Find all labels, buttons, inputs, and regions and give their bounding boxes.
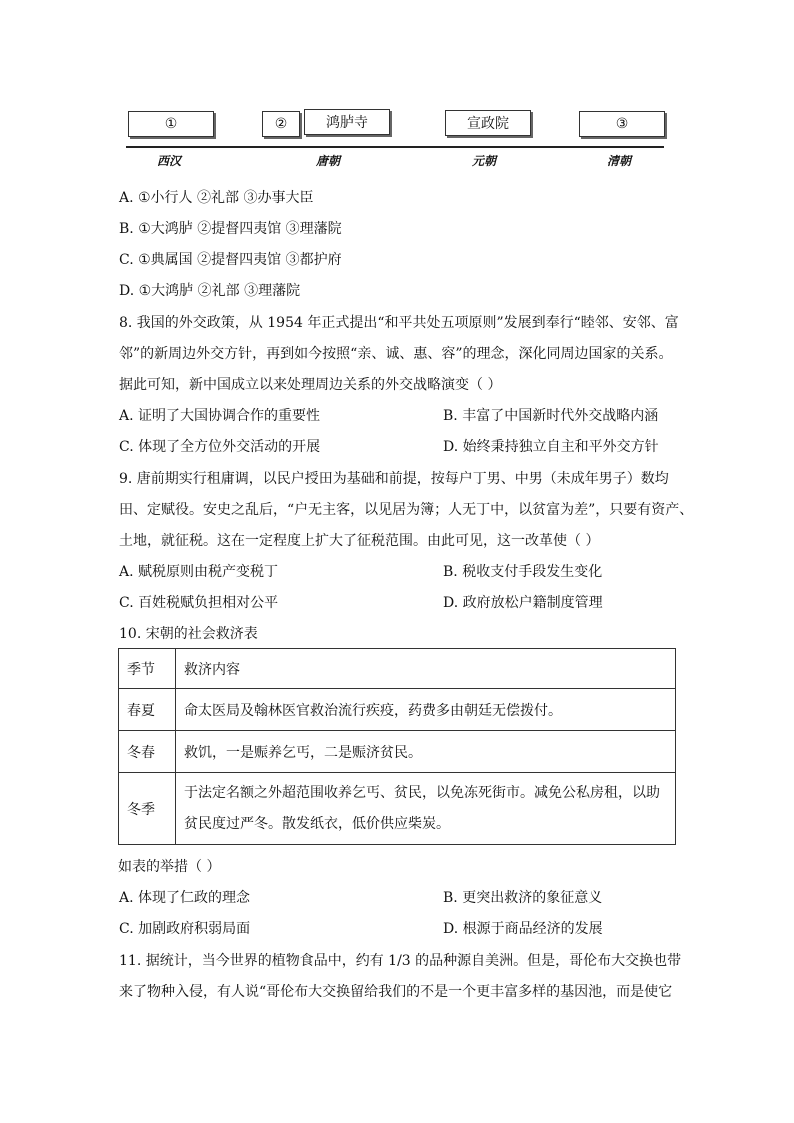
timeline-era-tang: 唐朝 [316,154,341,168]
table-cell-season: 春夏 [119,689,176,731]
table-header-row [119,649,676,689]
q9-stem-line-1: 9. 唐前期实行租庸调，以民户授田为基础和前提，按每户丁男、中男（未成年男子）数均 [119,471,669,487]
timeline-era-xihan: 西汉 [157,154,182,168]
timeline-box-3: ③ [579,111,665,137]
timeline-era-qing: 清朝 [607,154,632,168]
q9-option-d: D. 政府放松户籍制度管理 [443,595,603,611]
q11-stem-line-2: 来了物种入侵，有人说“哥伦布大交换留给我们的不是一个更丰富多样的基因池，而是使它 [119,984,673,1000]
q9-stem-line-2: 田、定赋役。安史之乱后，“户无主客，以见居为簿；人无丁中，以贫富为差”，只要有资产、 [119,502,694,518]
q9-option-c: C. 百姓税赋负担相对公平 [119,595,279,611]
q9-option-a: A. 赋税原则由税产变税丁 [119,564,279,580]
table-row [119,689,676,731]
q9-stem-line-3: 土地，就征税。这在一定程度上扩大了征税范围。由此可见，这一改革使（ ） [119,533,600,549]
q8-stem-line-2: 邻”的新周边外交方针，再到如今按照“亲、诚、惠、容”的理念，深化同周边国家的关系。 [119,346,673,362]
q8-stem-line-1: 8. 我国的外交政策，从 1954 年正式提出“和平共处五项原则”发展到奉行“睦邻、安邻、富 [119,315,679,331]
table-row [119,731,676,773]
q10-option-d: D. 根源于商品经济的发展 [443,921,603,937]
table-cell-content: 命太医局及翰林医官救治流行疾疫，药费多由朝廷无偿拨付。 [176,689,676,731]
timeline-box-1: ① [128,111,214,137]
q10-title: 10. 宋朝的社会救济表 [119,626,258,642]
table-cell-content: 救饥，一是赈养乞丐，二是赈济贫民。 [176,731,676,773]
timeline-era-yuan: 元朝 [472,154,497,168]
table-row [119,773,676,845]
timeline-box-xuanzhengyuan: 宣政院 [445,110,531,136]
timeline-box-honglusi: 鸿胪寺 [304,109,390,135]
table-cell-season: 冬季 [119,773,176,845]
q7-option-a: A. ①小行人 ②礼部 ③办事大臣 [119,190,314,206]
q10-option-a: A. 体现了仁政的理念 [119,890,251,906]
relief-table [118,648,676,845]
timeline-axis [126,146,664,148]
q11-stem-line-1: 11. 据统计，当今世界的植物食品中，约有 1/3 的品种源自美洲。但是，哥伦布大交换也带 [119,953,682,969]
q8-option-c: C. 体现了全方位外交活动的开展 [119,439,321,455]
table-cell-season: 冬春 [119,731,176,773]
table-cell-content: 于法定名额之外超范围收养乞丐、贫民，以免冻死街市。减免公私房租，以助贫民度过严冬。散发纸衣，低价供应柴炭。 [176,773,676,845]
table-header-content: 救济内容 [176,649,676,689]
q8-option-b: B. 丰富了中国新时代外交战略内涵 [443,408,659,424]
q8-option-d: D. 始终秉持独立自主和平外交方针 [443,439,659,455]
q10-stem: 如表的举措（ ） [118,859,221,875]
q7-option-d: D. ①大鸿胪 ②礼部 ③理藩院 [119,283,301,299]
q8-option-a: A. 证明了大国协调合作的重要性 [119,408,321,424]
q9-option-b: B. 税收支付手段发生变化 [443,564,603,580]
q7-option-b: B. ①大鸿胪 ②提督四夷馆 ③理藩院 [119,221,342,237]
q10-option-b: B. 更突出救济的象征意义 [443,890,603,906]
timeline-box-2: ② [262,111,300,137]
q7-option-c: C. ①典属国 ②提督四夷馆 ③都护府 [119,252,342,268]
q8-stem-line-3: 据此可知，新中国成立以来处理周边关系的外交战略演变（ ） [119,377,502,393]
q10-option-c: C. 加剧政府积弱局面 [119,921,251,937]
table-header-season: 季节 [119,649,176,689]
